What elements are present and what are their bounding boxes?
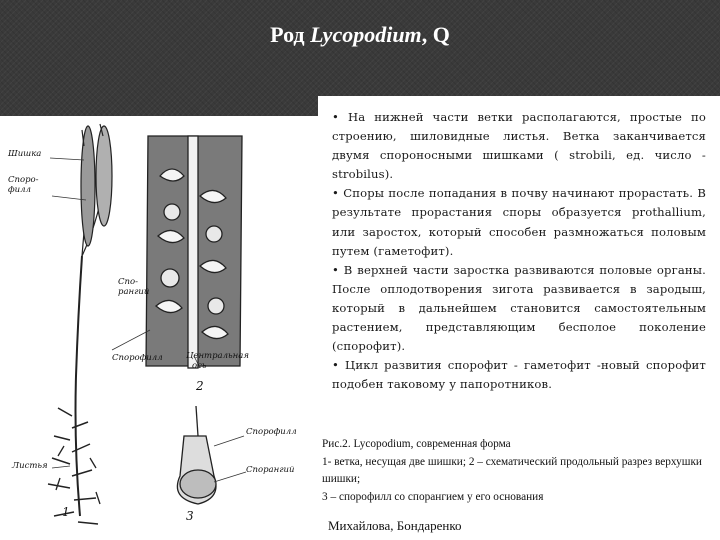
lycopodium-branch-drawing: [48, 124, 112, 524]
label-sporophyll-low: Спорофилл: [246, 427, 297, 437]
label-sporangium-low: Спорангий: [246, 465, 295, 475]
paragraph: • Цикл развития спорофит - гаметофит -новый спорофит подобен таковому у папоротников.: [332, 358, 706, 392]
label-sporophyll-top-2: филл: [8, 185, 31, 195]
caption-line: 1- ветка, несущая две шишки; 2 – схематический продольный разрез верхушки шишки;: [322, 455, 702, 485]
title-genus: Lycopodium: [310, 22, 422, 47]
label-axis-2: ось: [192, 361, 207, 371]
figure-number-3: 3: [186, 509, 194, 523]
botanical-figure: [0, 116, 318, 540]
figure-caption: [322, 436, 714, 506]
label-leaves: Листья: [12, 461, 48, 471]
title-suffix: , Q: [421, 22, 450, 47]
authors: Михайлова, Бондаренко: [328, 518, 462, 533]
label-cone: Шишка: [8, 149, 42, 159]
paragraph: • Споры после попадания в почву начинают прорастать. В результате прорастания споры образуется prothallium, или заростох, который способен размножаться половым путем (гаметофит).: [332, 186, 706, 258]
text-panel: [318, 96, 720, 540]
paragraph: • На нижней части ветки располагаются, простые по строению, шиловидные листья. Ветка заканчивается двумя спороносными шишками ( strobili, ед. число - strobilus).: [332, 110, 706, 182]
label-sporangium-1: Спо-: [118, 277, 138, 287]
label-axis-1: Центральная: [186, 351, 249, 361]
caption-line: 3 – спорофилл со спорангием у его основания: [322, 490, 544, 503]
figure-number-2: 2: [196, 379, 204, 393]
label-sporophyll-mid: Спорофилл: [112, 353, 163, 363]
cone-section-drawing: [146, 136, 242, 368]
label-sporophyll-top-1: Споро-: [8, 175, 39, 185]
figure-number-1: 1: [62, 505, 70, 519]
caption-line: Рис.2. Lycopodium, современная форма: [322, 438, 511, 450]
paragraph: • В верхней части заростка развиваются половые органы. После оплодотворения зигота развивается в зародыш, который в дальнейшем становится самостоятельным растением, представляющим бесполое поколение (спорофит).: [332, 262, 706, 354]
title-plain: Род: [270, 22, 311, 47]
sporophyll-drawing: [177, 406, 216, 504]
label-sporangium-2: рангий: [118, 287, 150, 297]
slide-title: [0, 22, 720, 48]
body-text: [332, 108, 706, 394]
